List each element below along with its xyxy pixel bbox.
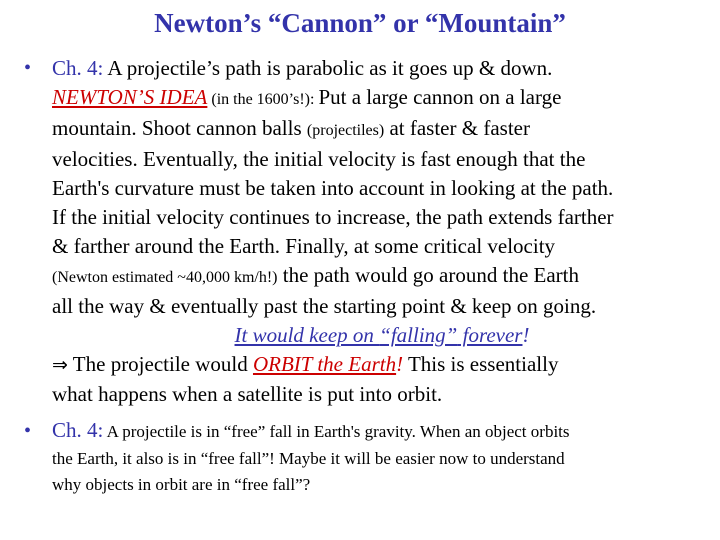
bullet-1-line-2-rest: Put a large cannon on a large — [318, 85, 562, 109]
bullet-1-line-12: what happens when a satellite is put into orbit. — [52, 382, 443, 406]
implies-arrow-icon: ⇒ — [52, 354, 68, 376]
falling-forever-c: forever — [457, 323, 523, 347]
orbit-the-earth: ORBIT the Earth — [252, 352, 397, 376]
bullet-1-line-8 — [52, 261, 712, 292]
bullet-2-line-3: why objects in orbit are in “free fall”? — [52, 475, 311, 494]
bullet-1-line-3b: at faster & faster — [384, 116, 530, 140]
bullet-2-line-2: the Earth, it also is in “free fall”! Maybe it will be easier now to understand — [52, 449, 565, 468]
century-note: (in the 1600’s!): — [207, 91, 319, 108]
projectiles-note: (projectiles) — [306, 122, 385, 139]
slide-title: Newton’s “Cannon” or “Mountain” — [154, 8, 566, 38]
orbit-post: This is essentially — [403, 352, 559, 376]
bullet-1-line-1 — [52, 54, 712, 83]
bullet-1-line-8-rest: the path would go around the Earth — [277, 263, 580, 287]
newton-estimate-note: (Newton estimated ~40,000 km/h!) — [52, 269, 278, 286]
bullet-1-line-4: velocities. Eventually, the initial velocity is fast enough that the — [52, 147, 586, 171]
orbit-excl: ! — [396, 352, 404, 376]
bullet-1-line-2 — [52, 83, 712, 114]
bullet-1-line-3 — [52, 114, 712, 145]
bullet-1-line-5: Earth's curvature must be taken into account in looking at the path. — [52, 176, 614, 200]
bullet-marker-1: • — [24, 57, 32, 79]
chapter-label-1: Ch. 4: — [52, 56, 104, 80]
bullet-1-line-9: all the way & eventually past the starting point & keep on going. — [52, 294, 597, 318]
bullet-1-line-6: If the initial velocity continues to increase, the path extends farther — [52, 205, 614, 229]
falling-excl: ! — [522, 323, 530, 347]
bullet-1-text — [52, 54, 712, 409]
falling-quote: “falling” — [379, 323, 458, 347]
falling-forever-a: It would keep on — [234, 323, 380, 347]
bullet-1-line-3a: mountain. Shoot cannon balls — [52, 116, 307, 140]
bullet-2-text — [52, 416, 712, 498]
bullet-2-line-1 — [52, 416, 712, 446]
bullet-2-line-1-rest: A projectile is in “free” fall in Earth's gravity. When an object orbits — [103, 422, 570, 441]
newton-idea-heading: NEWTON’S IDEA — [52, 85, 208, 109]
orbit-pre: The projectile would — [67, 352, 253, 376]
falling-forever-line — [52, 321, 712, 350]
bullet-marker-2: • — [24, 420, 32, 442]
bullet-1-line-7: & farther around the Earth. Finally, at some critical velocity — [52, 234, 556, 258]
orbit-line — [52, 350, 712, 380]
bullet-1-line-1-rest: A projectile’s path is parabolic as it goes up & down. — [103, 56, 553, 80]
chapter-label-2: Ch. 4: — [52, 418, 104, 442]
